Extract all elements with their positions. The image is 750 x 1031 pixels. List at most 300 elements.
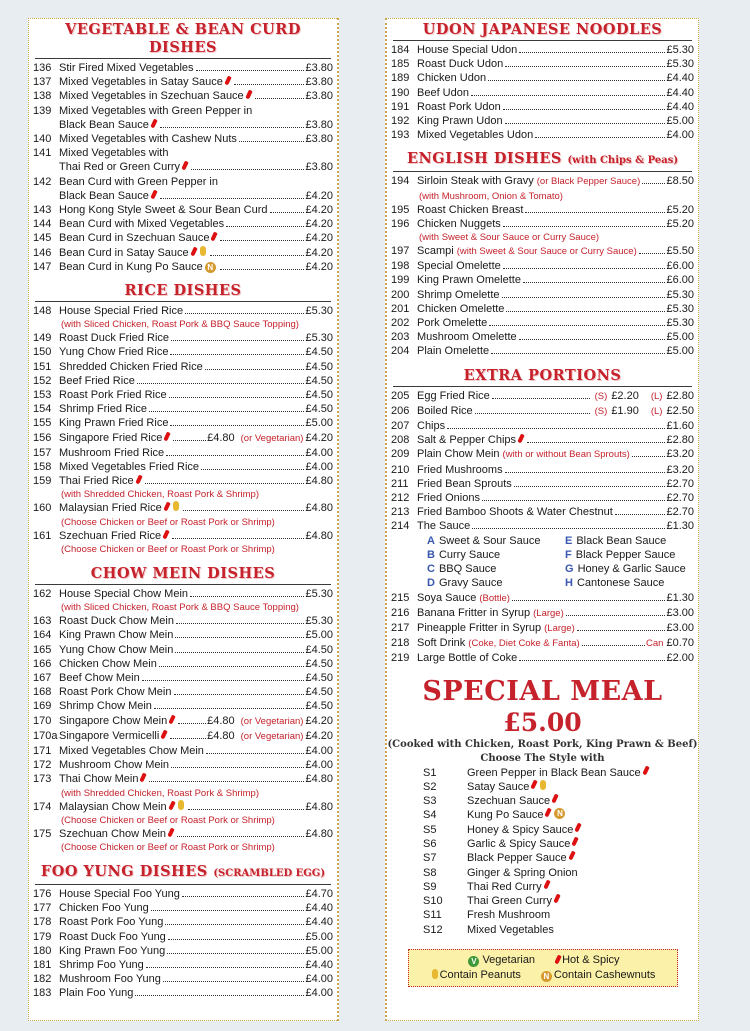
section-title-udon: UDON JAPANESE NOODLES	[422, 21, 663, 38]
item-number: 192	[391, 115, 410, 128]
dot-leader	[146, 966, 305, 968]
item-price: £5.30	[666, 288, 694, 301]
item-number: 206	[391, 404, 410, 417]
chili-icon	[642, 765, 649, 775]
item-inline-note: (with Sweet & Sour Sauce or Curry Sauce)	[456, 246, 637, 258]
item-number: 205	[391, 389, 410, 402]
dot-leader	[210, 254, 305, 256]
menu-item-row	[29, 744, 337, 758]
menu-item-row	[387, 433, 698, 447]
item-price: £5.00	[666, 331, 694, 344]
item-alt-price: £4.80	[207, 714, 235, 727]
item-number: 196	[391, 217, 410, 230]
item-price: £4.80	[305, 827, 333, 840]
menu-item-row	[387, 606, 698, 621]
item-name: Mushroom Omelette	[417, 331, 517, 344]
dot-leader	[503, 225, 666, 227]
section-title-extra-portions: EXTRA PORTIONS	[463, 366, 622, 384]
sauce-name: Honey & Garlic Sauce	[577, 563, 686, 576]
special-name: Thai Red Curry	[467, 880, 542, 893]
chili-icon	[211, 232, 218, 242]
dot-leader	[160, 126, 305, 128]
item-name: Special Omelette	[417, 260, 501, 273]
sauce-name: Black Pepper Sauce	[575, 548, 676, 561]
chili-icon	[164, 431, 171, 441]
item-alt-price: £4.80	[207, 729, 235, 742]
chili-icon	[162, 529, 169, 539]
cashew-nut-icon: N	[205, 262, 216, 273]
dot-leader	[175, 636, 304, 638]
item-price: £5.30	[666, 317, 694, 330]
chili-icon	[135, 475, 142, 485]
item-name: Roast Pork Fried Rice	[59, 389, 167, 402]
size-small-price: £1.90	[611, 404, 639, 417]
item-name: Fried Bean Sprouts	[417, 477, 512, 490]
item-number: 217	[391, 621, 410, 634]
chili-icon	[568, 851, 575, 861]
legend-vegetarian	[465, 953, 535, 968]
item-name: Large Bottle of Coke	[417, 652, 518, 665]
dot-leader	[168, 938, 305, 940]
item-number: 168	[33, 686, 52, 699]
dot-leader	[535, 136, 665, 138]
special-meal-option	[387, 908, 698, 922]
item-number: 165	[33, 643, 52, 656]
menu-item-row	[29, 304, 337, 318]
special-meal-option	[387, 780, 698, 794]
item-price: £3.00	[666, 621, 694, 634]
special-code: S5	[423, 823, 437, 836]
menu-item-row	[29, 360, 337, 374]
special-meal-option	[387, 923, 698, 937]
item-number: 139	[33, 104, 52, 117]
item-price: £4.50	[305, 360, 333, 373]
peanut-icon	[540, 780, 546, 790]
item-inline-note: (or Black Pepper Sauce)	[536, 176, 641, 188]
dot-leader	[505, 122, 666, 124]
dot-leader	[205, 368, 305, 370]
menu-item-row	[387, 389, 698, 404]
item-name: Mixed Vegetables Fried Rice	[59, 461, 200, 474]
dot-leader	[577, 629, 666, 631]
item-price: £4.40	[305, 902, 333, 915]
item-number: 214	[391, 520, 410, 533]
menu-item-row	[29, 474, 337, 488]
dot-leader	[447, 427, 665, 429]
special-meal-option	[387, 851, 698, 865]
right-menu-column	[385, 18, 699, 1021]
dot-leader	[492, 397, 590, 399]
item-price: £4.00	[305, 973, 333, 986]
item-number: 183	[33, 987, 52, 1000]
divider	[35, 58, 331, 59]
special-code: S2	[423, 780, 437, 793]
item-number: 174	[33, 800, 52, 813]
sauce-option	[427, 548, 565, 562]
sauce-option	[427, 534, 565, 548]
item-number: 197	[391, 245, 410, 258]
item-name: Roast Pork Udon	[417, 100, 501, 113]
item-price: £4.50	[305, 374, 333, 387]
item-name: Salt & Pepper Chips	[417, 434, 517, 447]
item-number: 161	[33, 529, 52, 542]
sauce-option	[565, 548, 705, 562]
dot-leader	[239, 140, 305, 142]
item-price: £4.20	[305, 246, 333, 259]
item-name: Mushroom Foo Yung	[59, 973, 161, 986]
item-name: House Special Fried Rice	[59, 305, 184, 318]
menu-item-row	[387, 302, 698, 316]
item-price: £1.30	[666, 591, 694, 604]
dot-leader	[185, 312, 304, 314]
item-price: £4.20	[305, 260, 333, 273]
dot-leader	[512, 599, 666, 601]
item-inline-note: (or Vegetarian)	[240, 432, 304, 444]
dot-leader	[160, 197, 305, 199]
item-price: £4.20	[305, 204, 333, 217]
item-price: £4.00	[305, 461, 333, 474]
menu-item-row	[29, 827, 337, 841]
section-title-foo-yung	[29, 863, 337, 883]
special-code: S1	[423, 766, 437, 779]
menu-item-row	[29, 217, 337, 231]
divider	[393, 171, 692, 172]
menu-item-row	[387, 86, 698, 100]
menu-item-row	[29, 657, 337, 671]
menu-item-row	[29, 89, 337, 103]
sauce-option	[427, 576, 565, 590]
dot-leader	[471, 94, 665, 96]
item-number: 149	[33, 332, 52, 345]
item-price: £1.30	[666, 520, 694, 533]
sauce-options-grid	[387, 534, 698, 591]
sauce-option	[427, 562, 565, 576]
item-price: £4.00	[305, 446, 333, 459]
dot-leader	[615, 513, 666, 515]
sauce-option	[565, 576, 705, 590]
dot-leader	[201, 468, 304, 470]
special-code: S6	[423, 838, 437, 850]
peanut-icon	[432, 969, 438, 979]
item-name: Boiled Rice	[417, 404, 473, 417]
menu-item-row	[29, 416, 337, 430]
item-number: 212	[391, 492, 410, 505]
dot-leader	[169, 396, 305, 398]
item-number: 199	[391, 274, 410, 287]
menu-item-row	[29, 958, 337, 972]
dot-leader	[582, 644, 645, 646]
dot-leader	[502, 296, 666, 298]
item-price: £8.50	[666, 175, 694, 188]
item-name: Mixed Vegetables with	[59, 147, 169, 160]
item-price: £2.70	[666, 492, 694, 505]
menu-item-row	[29, 699, 337, 713]
menu-item-row	[387, 519, 698, 533]
item-price: £5.30	[666, 302, 694, 315]
item-price: £2.80	[666, 389, 694, 402]
item-price: £4.70	[305, 887, 333, 900]
item-price: £5.00	[666, 115, 694, 128]
dot-leader	[159, 665, 305, 667]
special-code: S11	[423, 909, 442, 922]
item-name: Bean Curd with Mixed Vegetables	[59, 218, 225, 231]
special-meal-option	[387, 823, 698, 837]
item-price: £3.80	[305, 161, 333, 174]
item-name: Bean Curd in Szechuan Sauce	[59, 232, 210, 245]
menu-item-row	[29, 331, 337, 345]
chow-mein-list	[29, 587, 337, 854]
menu-item-row	[29, 118, 337, 132]
item-name: House Special Foo Yung	[59, 887, 180, 900]
item-price: £3.80	[305, 62, 333, 74]
dot-leader	[163, 980, 305, 982]
menu-item-row	[29, 714, 337, 729]
menu-item-row	[29, 930, 337, 944]
divider	[393, 40, 692, 41]
item-name: Soft Drink	[417, 637, 466, 650]
sauce-name: Sweet & Sour Sauce	[438, 534, 541, 547]
menu-item-row	[387, 316, 698, 330]
item-price: £5.00	[305, 417, 333, 430]
legend-peanuts-label: Contain Peanuts	[439, 969, 521, 982]
item-price: £5.30	[305, 587, 333, 600]
menu-item-row	[387, 419, 698, 433]
item-price: £2.70	[666, 506, 694, 519]
item-price: £4.20	[305, 431, 333, 444]
item-price: £5.20	[666, 217, 694, 230]
dot-leader	[234, 83, 305, 85]
chili-icon	[169, 714, 176, 724]
menu-item-row	[29, 628, 337, 642]
item-inline-note: (or Vegetarian)	[240, 715, 304, 727]
special-name: Thai Green Curry	[467, 895, 552, 908]
chili-icon	[543, 879, 550, 889]
chili-icon	[551, 794, 558, 804]
size-small-label: (S)	[594, 390, 608, 402]
menu-item-row	[387, 651, 698, 665]
dot-leader	[482, 499, 665, 501]
item-price: £4.80	[305, 773, 333, 786]
dot-leader	[226, 225, 304, 227]
dot-leader	[255, 97, 305, 99]
item-number: 216	[391, 606, 410, 619]
sauce-option	[565, 562, 705, 576]
item-number: 201	[391, 302, 410, 315]
dot-leader	[488, 79, 665, 81]
menu-item-row	[29, 388, 337, 402]
menu-item-row	[387, 174, 698, 189]
item-number: 176	[33, 887, 52, 900]
special-code: S7	[423, 852, 437, 865]
chili-icon	[161, 729, 168, 739]
item-name: Chips	[417, 420, 446, 433]
item-name: King Prawn Omelette	[417, 274, 521, 287]
item-name: Shredded Chicken Fried Rice	[59, 360, 203, 373]
item-name: Shrimp Omelette	[417, 288, 500, 301]
peanut-icon	[173, 501, 179, 511]
item-price: £4.20	[305, 714, 333, 727]
chili-icon	[150, 118, 157, 128]
item-name: Mixed Vegetables with Cashew Nuts	[59, 133, 237, 146]
dot-leader	[171, 766, 304, 768]
item-number: 190	[391, 86, 410, 99]
menu-item-row	[387, 404, 698, 419]
item-number: 215	[391, 591, 410, 604]
item-price: £5.30	[666, 44, 694, 56]
item-name: Hong Kong Style Sweet & Sour Bean Curd	[59, 204, 268, 217]
dot-leader	[188, 808, 305, 810]
dot-leader	[519, 51, 665, 53]
item-price: £4.50	[305, 686, 333, 699]
cashew-nut-icon: N	[541, 971, 552, 982]
item-number: 170a	[33, 729, 58, 742]
item-number: 189	[391, 72, 410, 85]
menu-item-row	[29, 160, 337, 174]
item-price: £4.40	[666, 100, 694, 113]
item-name: Fried Bamboo Shoots & Water Chestnut	[417, 506, 613, 519]
item-price: £5.30	[305, 332, 333, 345]
item-number: 154	[33, 403, 52, 416]
item-name: Roast Chicken Breast	[417, 203, 524, 216]
item-number: 181	[33, 958, 52, 971]
item-number: 158	[33, 461, 52, 474]
item-inline-note: (Coke, Diet Coke & Fanta)	[468, 638, 580, 650]
menu-item-row	[29, 431, 337, 446]
dot-leader	[220, 268, 305, 270]
special-meal-option	[387, 794, 698, 808]
menu-item-row	[29, 345, 337, 359]
item-number: 147	[33, 260, 52, 273]
chili-icon	[167, 827, 174, 837]
item-name: Yung Chow Fried Rice	[59, 346, 169, 359]
item-price: £5.30	[305, 305, 333, 318]
item-price: £4.40	[305, 958, 333, 971]
item-name: Chicken Foo Yung	[59, 902, 149, 915]
menu-item-row	[29, 685, 337, 699]
item-price: £0.70	[666, 637, 694, 650]
item-name: Chicken Udon	[417, 72, 487, 85]
dot-leader	[166, 454, 304, 456]
sauce-letter: D	[427, 577, 435, 590]
item-number: 144	[33, 218, 52, 231]
menu-item-row	[387, 463, 698, 477]
item-price: £4.50	[305, 700, 333, 713]
foo-yung-list	[29, 887, 337, 1001]
item-price: £5.00	[305, 930, 333, 943]
dot-leader	[566, 614, 666, 616]
special-meal-option	[387, 766, 698, 780]
dot-leader	[154, 707, 305, 709]
item-price: £4.50	[305, 346, 333, 359]
sauce-name: Black Bean Sauce	[576, 534, 667, 547]
special-meal-list	[387, 766, 698, 938]
item-name: Bean Curd in Kung Po Sauce	[59, 260, 203, 273]
special-code: S12	[423, 923, 443, 936]
menu-item-row	[29, 61, 337, 75]
item-name: House Special Udon	[417, 44, 518, 56]
dot-leader	[505, 65, 665, 67]
extra-list	[387, 389, 698, 534]
item-name: Roast Pork Chow Mein	[59, 686, 172, 699]
chili-icon	[190, 246, 197, 256]
item-name: Roast Duck Foo Yung	[59, 930, 166, 943]
menu-item-row	[387, 259, 698, 273]
item-name: King Prawn Fried Rice	[59, 417, 169, 430]
item-inline-note: (Bottle)	[479, 592, 510, 604]
item-inline-note: (or Vegetarian)	[240, 730, 304, 742]
item-note: (Choose Chicken or Beef or Roast Pork or Shrimp)	[61, 814, 275, 826]
item-name: Chicken Chow Mein	[59, 657, 157, 670]
item-name: House Special Chow Mein	[59, 587, 189, 600]
item-name: Singapore Fried Rice	[59, 431, 163, 444]
chili-icon	[245, 90, 252, 100]
menu-item-row	[387, 636, 698, 651]
divider	[35, 584, 331, 585]
item-name: Banana Fritter in Syrup	[417, 606, 531, 619]
item-price: £3.20	[666, 463, 694, 476]
item-name: Black Bean Sauce	[59, 118, 149, 131]
chili-icon	[181, 161, 188, 171]
item-price: £4.80	[305, 800, 333, 813]
special-name: Black Pepper Sauce	[467, 852, 567, 865]
item-price: £4.40	[305, 916, 333, 929]
sauce-name: Cantonese Sauce	[576, 577, 665, 590]
item-inline-note: (with or without Bean Sprouts)	[502, 449, 630, 461]
special-name: Fresh Mushroom	[467, 909, 551, 922]
item-name: Shrimp Foo Yung	[59, 958, 144, 971]
menu-item-row	[387, 591, 698, 606]
left-menu-column	[28, 18, 339, 1021]
item-name: Beef Udon	[417, 86, 469, 99]
item-name: Sirloin Steak with Gravy	[417, 175, 534, 188]
menu-item-row	[387, 273, 698, 287]
special-code: S9	[423, 880, 437, 893]
item-name: Shrimp Fried Rice	[59, 403, 148, 416]
menu-item-row	[29, 729, 337, 744]
item-name: Plain Foo Yung	[59, 987, 134, 1000]
item-name: Mushroom Fried Rice	[59, 446, 165, 459]
menu-item-row	[29, 772, 337, 786]
dot-leader	[142, 679, 305, 681]
item-name: Beef Fried Rice	[59, 374, 135, 387]
item-price: £4.80	[305, 529, 333, 542]
item-number: 145	[33, 232, 52, 245]
item-price: £4.20	[305, 189, 333, 202]
dot-leader	[519, 338, 666, 340]
special-meal-price: £5.00	[503, 707, 582, 737]
english-title: ENGLISH DISHES	[406, 150, 562, 168]
peanut-icon	[178, 800, 184, 810]
item-name: Mixed Vegetables in Szechuan Sauce	[59, 90, 244, 103]
item-inline-note: (Large)	[544, 622, 575, 634]
item-note: (with Shredded Chicken, Roast Pork & Shrimp)	[61, 787, 259, 799]
item-price: £3.00	[666, 606, 694, 619]
item-number: 171	[33, 744, 52, 757]
sauce-letter: A	[427, 534, 435, 547]
menu-item-row	[29, 915, 337, 929]
item-number: 138	[33, 90, 52, 103]
item-number: 164	[33, 629, 52, 642]
item-name: Singapore Vermicelli	[59, 729, 160, 742]
item-name: Singapore Chow Mein	[59, 714, 168, 727]
item-name: Mixed Vegetables with Green Pepper in	[59, 104, 253, 117]
dot-leader	[174, 693, 305, 695]
sauce-letter: B	[427, 548, 435, 561]
dot-leader	[639, 252, 666, 254]
item-note: (Choose Chicken or Beef or Roast Pork or Shrimp)	[61, 516, 275, 528]
legend-hot-label: Hot & Spicy	[562, 954, 620, 967]
divider	[35, 301, 331, 302]
